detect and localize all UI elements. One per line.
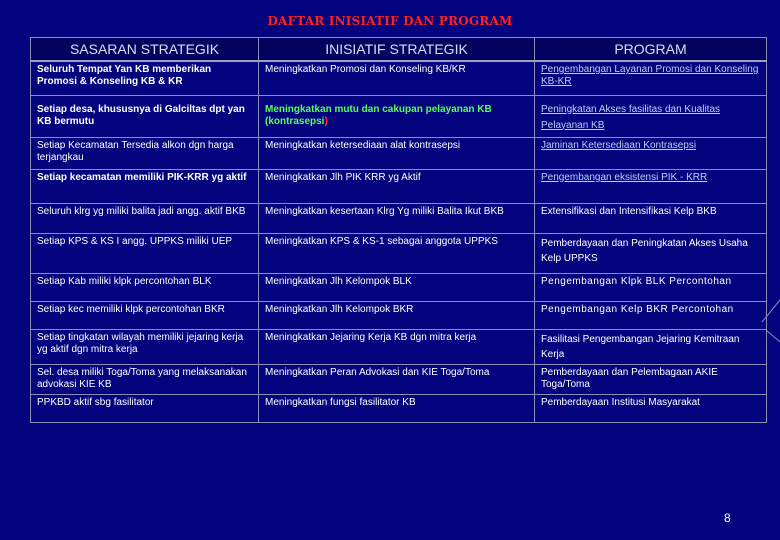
program-cell[interactable]: Peningkatan Akses fasilitas dan Kualitas Pelayanan KB [535, 95, 767, 137]
inisiatif-cell: Meningkatkan Jejaring Kerja KB dgn mitra kerja [259, 329, 535, 364]
sasaran-cell: Setiap kec memiliki klpk percontohan BKR [31, 301, 259, 329]
table-row [31, 364, 767, 394]
page-number: 8 [724, 511, 731, 525]
header-sasaran: SASARAN STRATEGIK [31, 38, 259, 62]
sasaran-cell: Setiap desa, khususnya di Galciltas dpt yan KB bermutu [31, 95, 259, 137]
inisiatif-cell: Meningkatkan KPS & KS-1 sebagai anggota UPPKS [259, 233, 535, 273]
table-row [31, 61, 767, 95]
table-row [31, 273, 767, 301]
page-title: DAFTAR INISIATIF DAN PROGRAM [267, 14, 513, 28]
program-cell: Fasilitasi Pengembangan Jejaring Kemitraan Kerja [535, 329, 767, 364]
sasaran-cell: Setiap kecamatan memiliki PIK-KRR yg aktif [31, 169, 259, 203]
program-cell: Extensifikasi dan Intensifikasi Kelp BKB [535, 203, 767, 233]
program-cell[interactable]: Jaminan Ketersediaan Kontrasepsi [535, 137, 767, 169]
table-row [31, 95, 767, 137]
program-cell: Pengembangan Kelp BKR Percontohan [535, 301, 767, 329]
inisiatif-cell: Meningkatkan Jlh Kelompok BKR [259, 301, 535, 329]
inisiatif-close: ) [324, 115, 328, 127]
inisiatif-cell: Meningkatkan fungsi fasilitator KB [259, 394, 535, 422]
inisiatif-cell [259, 95, 535, 137]
inisiatif-cell: Meningkatkan Jlh Kelompok BLK [259, 273, 535, 301]
sasaran-cell: PPKBD aktif sbg fasilitator [31, 394, 259, 422]
sasaran-cell: Setiap Kab miliki klpk percontohan BLK [31, 273, 259, 301]
program-cell: Pemberdayaan dan Pelembagaan AKIE Toga/Toma [535, 364, 767, 394]
table-row [31, 329, 767, 364]
program-cell: Pemberdayaan Institusi Masyarakat [535, 394, 767, 422]
sasaran-cell: Seluruh klrg yg miliki balita jadi angg. aktif BKB [31, 203, 259, 233]
table-row [31, 169, 767, 203]
program-cell[interactable]: Pengembangan eksistensi PIK - KRR [535, 169, 767, 203]
sasaran-cell: Setiap Kecamatan Tersedia alkon dgn harga terjangkau [31, 137, 259, 169]
sasaran-cell: Sel. desa miliki Toga/Toma yang melaksanakan advokasi KIE KB [31, 364, 259, 394]
table-row [31, 233, 767, 273]
header-inisiatif: INISIATIF STRATEGIK [259, 38, 535, 62]
table-row [31, 394, 767, 422]
inisiatif-cell: Meningkatkan Jlh PIK KRR yg Aktif [259, 169, 535, 203]
program-table [30, 37, 767, 423]
program-cell: Pemberdayaan dan Peningkatan Akses Usaha Kelp UPPKS [535, 233, 767, 273]
sasaran-cell: Seluruh Tempat Yan KB memberikan Promosi & Konseling KB & KR [31, 61, 259, 95]
header-program: PROGRAM [535, 38, 767, 62]
table-row [31, 301, 767, 329]
table-row [31, 203, 767, 233]
table-header-row [31, 38, 767, 62]
inisiatif-text: Meningkatkan mutu dan cakupan pelayanan KB (kontrasepsi [265, 103, 492, 127]
table-row [31, 137, 767, 169]
inisiatif-cell: Meningkatkan Promosi dan Konseling KB/KR [259, 61, 535, 95]
sasaran-cell: Setiap tingkatan wilayah memiliki jejaring kerja yg aktif dgn mitra kerja [31, 329, 259, 364]
program-cell[interactable]: Pengembangan Layanan Promosi dan Konseling KB-KR [535, 61, 767, 95]
program-cell: Pengembangan Klpk BLK Percontohan [535, 273, 767, 301]
inisiatif-cell: Meningkatkan kesertaan Klrg Yg miliki Balita Ikut BKB [259, 203, 535, 233]
inisiatif-cell: Meningkatkan ketersediaan alat kontrasepsi [259, 137, 535, 169]
sasaran-cell: Setiap KPS & KS I angg. UPPKS miliki UEP [31, 233, 259, 273]
inisiatif-cell: Meningkatkan Peran Advokasi dan KIE Toga/Toma [259, 364, 535, 394]
